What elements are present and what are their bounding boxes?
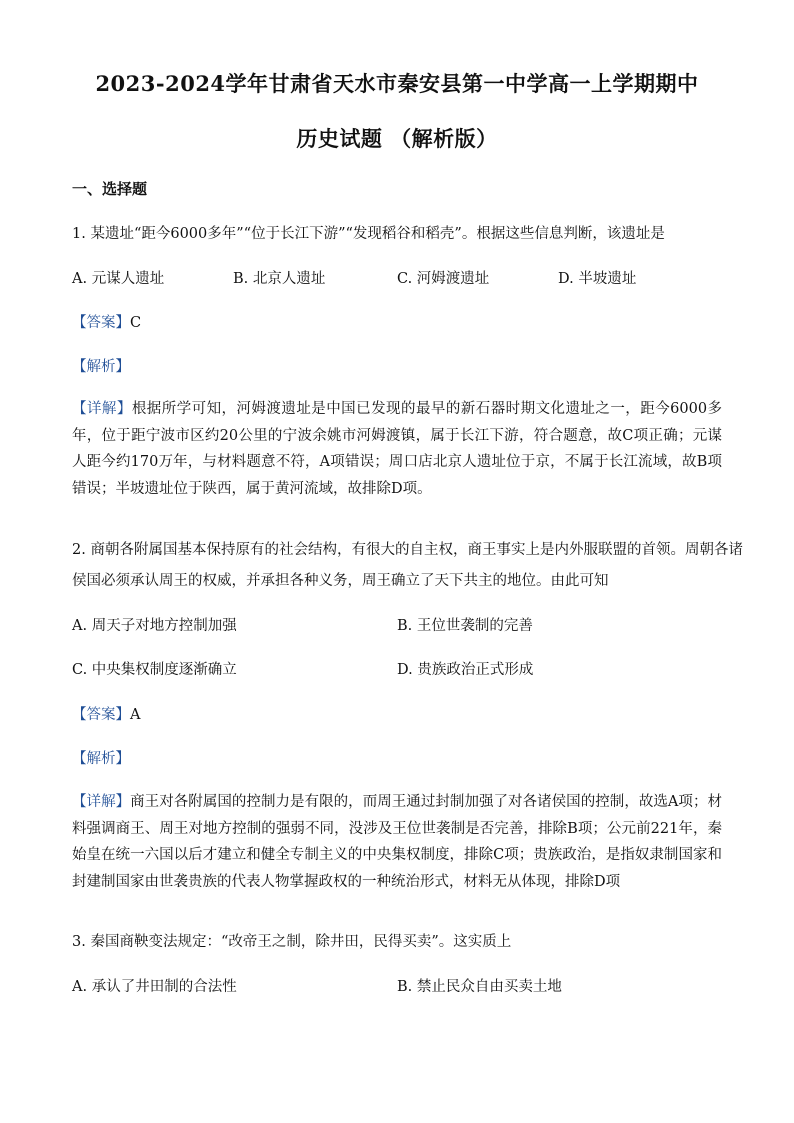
- answer-tag: 【答案】: [72, 707, 130, 723]
- detail-tag: 【详解】: [72, 401, 132, 417]
- question-2-stem-line2: 侯国必须承认周王的权威，并承担各种义务，周王确立了天下共主的地位。由此可知: [72, 573, 609, 589]
- question-1-detail: [72, 396, 722, 502]
- question-2-answer: [72, 703, 140, 724]
- detail-text: 商王对各附属国的控制力是有限的，而周王通过封制加强了对各诸侯国的控制，故选A项；材料强调商王、周王对地方控制的强弱不同，没涉及王位世袭制是否完善，排除B项；公元前221年，秦始皇在统一六国以后才建立和健全专制主义的中央集权制度，排除C项；贵族政治，是指奴隶制国家和封建制国家由世袭贵族的代表人物掌握政权的一种统治形式，材料无从体现，排除D项: [72, 794, 723, 890]
- question-1-option-b: B. 北京人遗址: [233, 271, 326, 287]
- detail-text: 根据所学可知，河姆渡遗址是中国已发现的最早的新石器时期文化遗址之一，距今6000多年，位于距宁波市区约20公里的宁波余姚市河姆渡镇，属于长江下游，符合题意，故C项正确；元谋人距今约170万年，与材料题意不符，A项错误；周口店北京人遗址位于京，不属于长江流域，故B项错误；半坡遗址位于陕西，属于黄河流域，故排除D项。: [72, 401, 723, 497]
- question-1-option-a: A. 元谋人遗址: [72, 271, 165, 287]
- answer-value: C: [130, 315, 142, 331]
- answer-value: A: [130, 707, 141, 723]
- question-2-option-b: B. 王位世袭制的完善: [397, 618, 533, 634]
- question-1-option-c: C. 河姆渡遗址: [397, 271, 490, 287]
- question-2-detail: [72, 789, 722, 895]
- document-title-line1: 2023-2024学年甘肃省天水市秦安县第一中学高一上学期期中: [95, 71, 699, 96]
- answer-tag: 【答案】: [72, 315, 130, 331]
- question-3-option-a: A. 承认了井田制的合法性: [72, 979, 237, 995]
- question-1-analysis-tag: 【解析】: [72, 359, 130, 375]
- question-2-stem-line1: 2. 商朝各附属国基本保持原有的社会结构，有很大的自主权，商王事实上是内外服联盟的首领。周朝各诸: [72, 542, 743, 558]
- question-1-stem: 1. 某遗址“距今6000多年”“位于长江下游”“发现稻谷和稻壳”。根据这些信息判断，该遗址是: [72, 226, 665, 242]
- document-title-line2: 历史试题 （解析版）: [296, 126, 498, 151]
- question-2-option-c: C. 中央集权制度逐渐确立: [72, 662, 237, 678]
- question-3-option-b: B. 禁止民众自由买卖土地: [397, 979, 562, 995]
- question-1-option-d: D. 半坡遗址: [558, 271, 637, 287]
- question-3-stem: 3. 秦国商鞅变法规定：“改帝王之制，除井田，民得买卖”。这实质上: [72, 934, 512, 950]
- detail-tag: 【详解】: [72, 794, 131, 810]
- question-2-analysis-tag: 【解析】: [72, 751, 130, 767]
- question-2-option-a: A. 周天子对地方控制加强: [72, 618, 237, 634]
- section-title: 一、选择题: [72, 180, 148, 198]
- question-2-option-d: D. 贵族政治正式形成: [397, 662, 534, 678]
- question-1-answer: [72, 311, 141, 332]
